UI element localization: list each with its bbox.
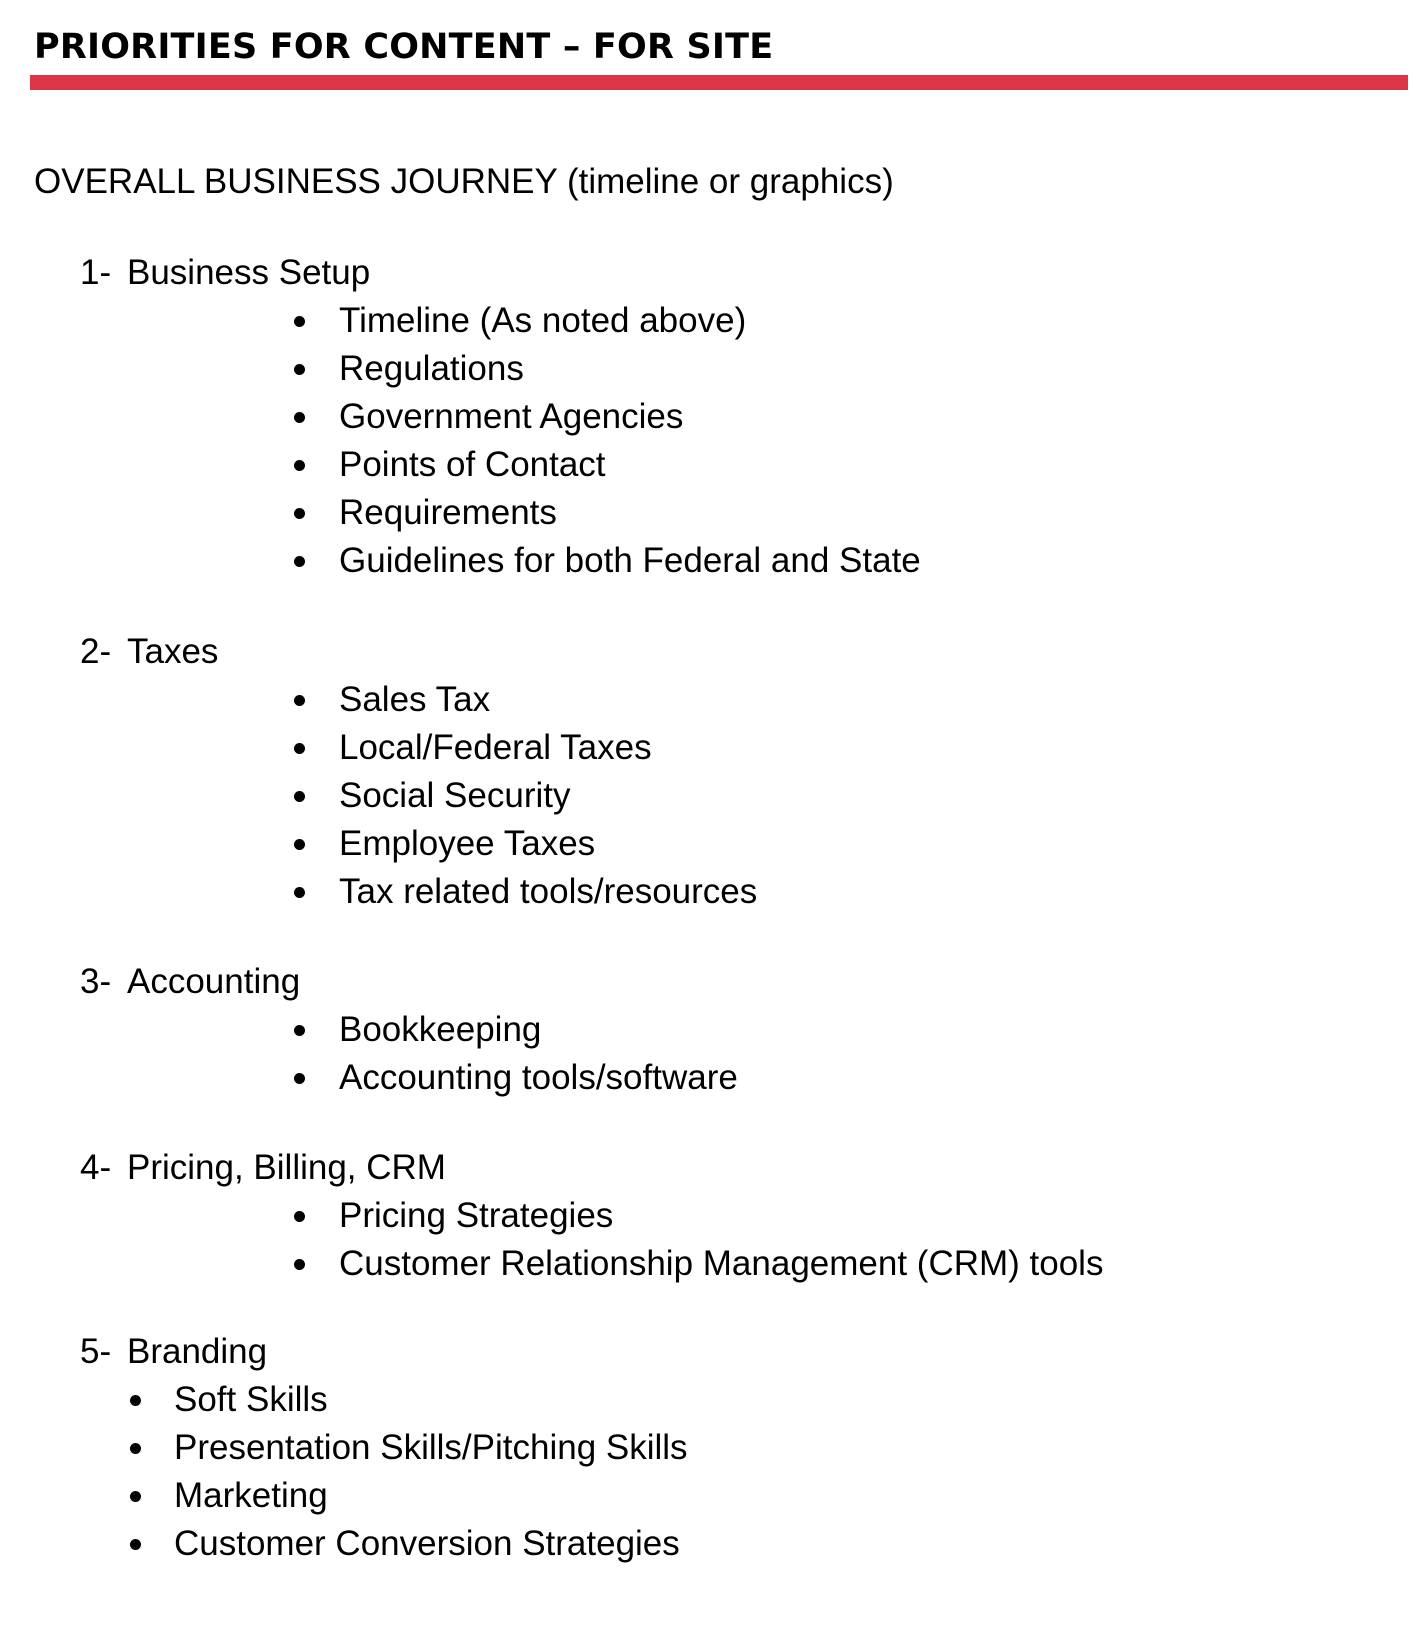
bullet-icon: [294, 508, 305, 519]
title-divider: [30, 75, 1408, 90]
section-title: Taxes: [127, 632, 219, 671]
bullet-icon: [294, 1073, 305, 1084]
section-title: Business Setup: [127, 253, 371, 292]
bullet-icon: [294, 556, 305, 567]
bullet-icon: [294, 1025, 305, 1036]
section-title: Accounting: [127, 962, 301, 1001]
section-heading: [80, 628, 218, 676]
bullet-icon: [294, 887, 305, 898]
bullet-icon: [130, 1443, 141, 1454]
bullet-icon: [294, 1259, 305, 1270]
section-title: Pricing, Billing, CRM: [127, 1148, 446, 1187]
bullet-icon: [130, 1539, 141, 1550]
section-title: Branding: [127, 1332, 268, 1371]
bullet-icon: [294, 791, 305, 802]
section-number: 2-: [80, 632, 112, 671]
section-heading: [80, 1144, 446, 1192]
bullet-icon: [294, 364, 305, 375]
section-heading: [80, 958, 300, 1006]
bullet-icon: [130, 1491, 141, 1502]
bullet-icon: [294, 1211, 305, 1222]
journey-heading: OVERALL BUSINESS JOURNEY (timeline or graphics): [34, 162, 894, 201]
bullet-icon: [294, 695, 305, 706]
bullet-icon: [294, 412, 305, 423]
section-number: 3-: [80, 962, 112, 1001]
bullet-icon: [294, 316, 305, 327]
section-number: 5-: [80, 1332, 112, 1371]
bullet-icon: [294, 460, 305, 471]
section-number: 1-: [80, 253, 112, 292]
section-heading: [80, 1328, 267, 1376]
bullet-icon: [294, 839, 305, 850]
section-number: 4-: [80, 1148, 112, 1187]
page-title: PRIORITIES FOR CONTENT – FOR SITE: [34, 27, 774, 67]
bullet-icon: [294, 743, 305, 754]
bullet-icon: [130, 1395, 141, 1406]
section-heading: [80, 249, 370, 297]
